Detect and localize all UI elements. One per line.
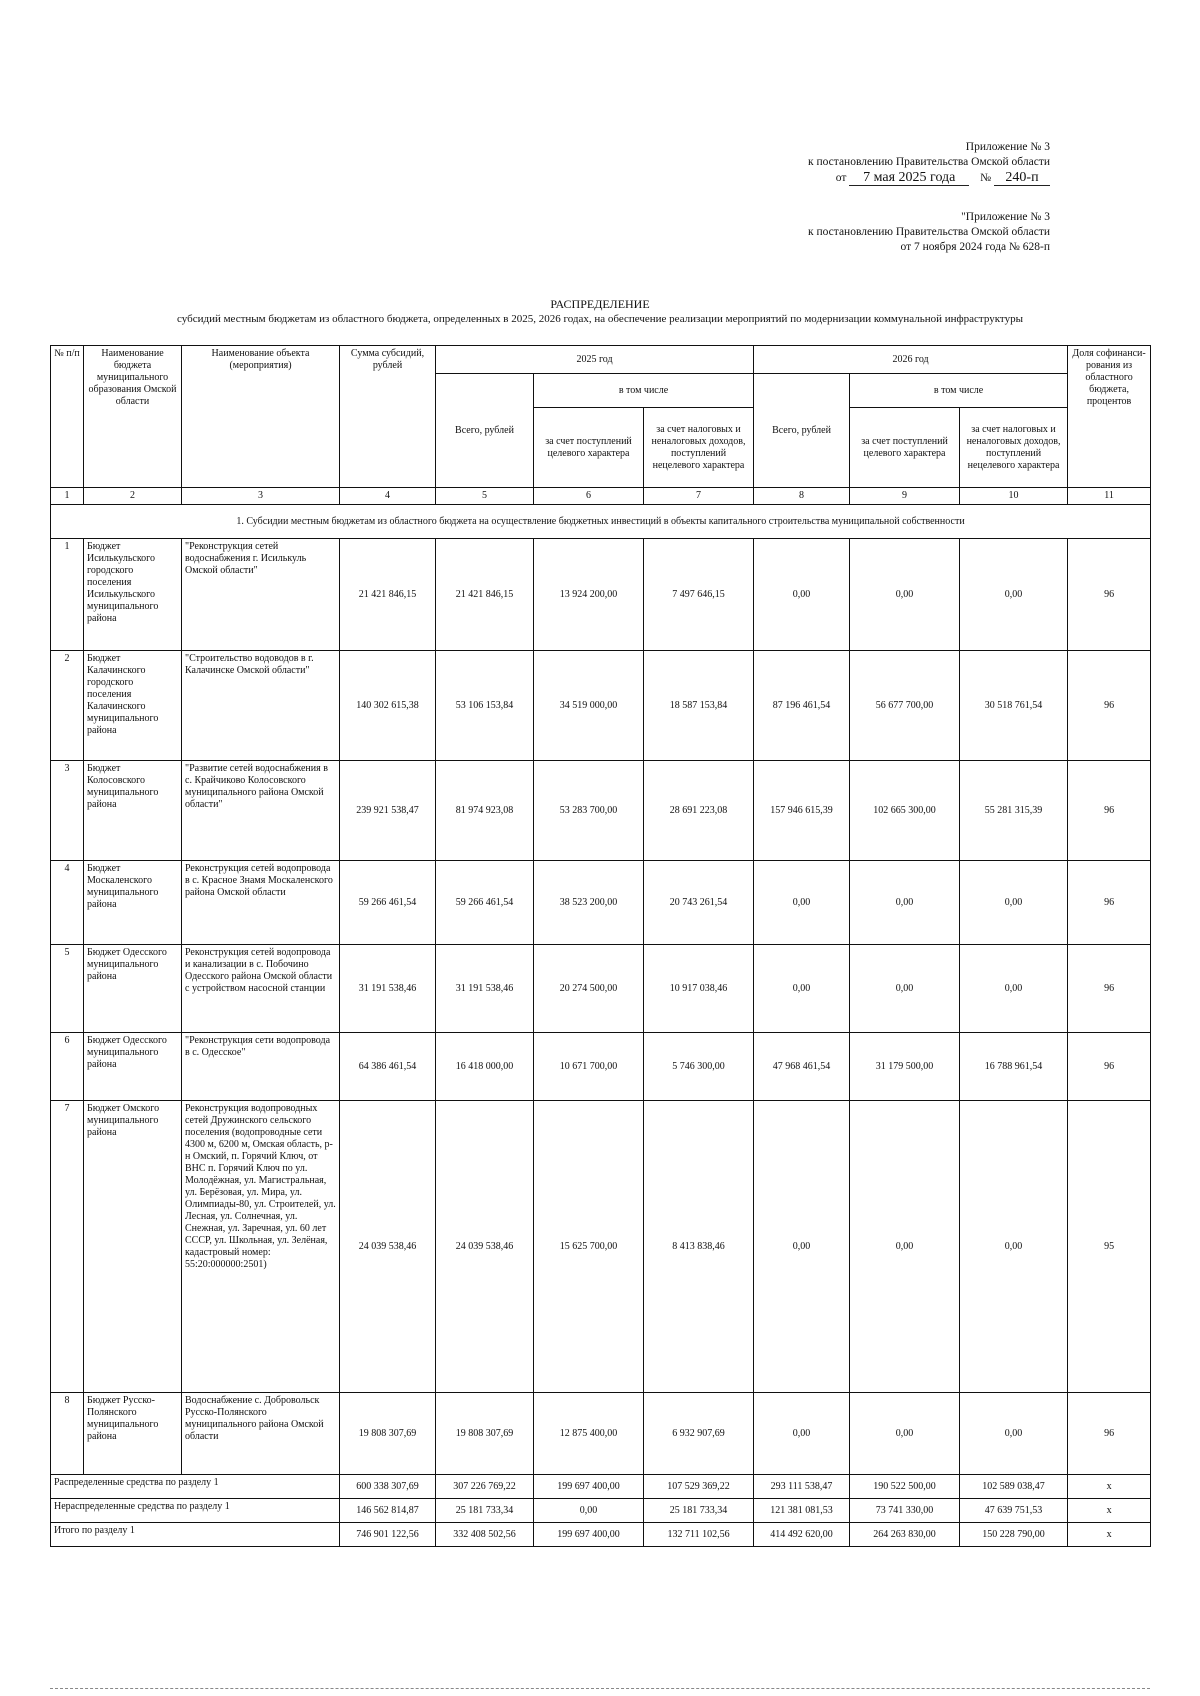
row-share: 95 (1068, 1101, 1151, 1393)
title-heading: РАСПРЕДЕЛЕНИЕ (550, 297, 650, 311)
row-budget: Бюджет Одесского муниципального района (84, 945, 182, 1033)
row-object: Реконструкция водопроводных сетей Дружинского сельского поселения (водопроводные сети 4300 м, 6200 м, Омская область, р-н Омский, п. Горячий Ключ, от ВНС п. Горячий Ключ по ул. Молодёжная, ул. Магистральная, ул. Берёзовая, ул. Мира, ул. Олимпиады-80, ул. Строителей, ул. Лесная, ул. Солнечная, ул. Снежная, ул. Заречная, ул. 60 лет СССР, ул. Школьная, ул. Зелёная, кадастровый номер: 55:20:000000:2501) (182, 1101, 340, 1393)
row-sum: 64 386 461,54 (340, 1033, 436, 1101)
row-tax-2025: 28 691 223,08 (644, 761, 754, 861)
row-tax-2026: 0,00 (960, 1393, 1068, 1475)
row-sum: 239 921 538,47 (340, 761, 436, 861)
col-number: 9 (850, 488, 960, 505)
row-number: 4 (51, 861, 84, 945)
total-2025: 332 408 502,56 (436, 1523, 534, 1547)
table-row (51, 651, 1151, 761)
row-share: 96 (1068, 861, 1151, 945)
row-tax-2025: 18 587 153,84 (644, 651, 754, 761)
row-tax-2025: 5 746 300,00 (644, 1033, 754, 1101)
table-row (51, 1033, 1151, 1101)
row-tax-2026: 16 788 961,54 (960, 1033, 1068, 1101)
totals-label: Распределенные средства по разделу 1 (51, 1475, 340, 1499)
column-numbers-row (51, 488, 1151, 505)
header-tax-2026: за счет налоговых и неналоговых доходов, поступлений нецелевого характера (960, 408, 1068, 488)
totals-row (51, 1499, 1151, 1523)
row-tax-2025: 7 497 646,15 (644, 539, 754, 651)
row-sum: 19 808 307,69 (340, 1393, 436, 1475)
row-target-2025: 13 924 200,00 (534, 539, 644, 651)
row-total-2026: 0,00 (754, 861, 850, 945)
row-total-2025: 24 039 538,46 (436, 1101, 534, 1393)
row-total-2026: 157 946 615,39 (754, 761, 850, 861)
table-row (51, 861, 1151, 945)
total-tax-2025: 107 529 369,22 (644, 1475, 754, 1499)
row-tax-2026: 30 518 761,54 (960, 651, 1068, 761)
col-number: 3 (182, 488, 340, 505)
row-number: 1 (51, 539, 84, 651)
row-number: 5 (51, 945, 84, 1033)
row-total-2025: 53 106 153,84 (436, 651, 534, 761)
total-tax-2026: 102 589 038,47 (960, 1475, 1068, 1499)
total-target-2026: 264 263 830,00 (850, 1523, 960, 1547)
row-target-2026: 31 179 500,00 (850, 1033, 960, 1101)
row-share: 96 (1068, 1393, 1151, 1475)
row-sum: 31 191 538,46 (340, 945, 436, 1033)
totals-row (51, 1523, 1151, 1547)
row-tax-2026: 55 281 315,39 (960, 761, 1068, 861)
appendix-old-title: "Приложение № 3 (961, 211, 1050, 223)
header-budget: Наименование бюджета муниципального образования Омской области (84, 346, 182, 488)
row-number: 3 (51, 761, 84, 861)
col-number: 6 (534, 488, 644, 505)
row-target-2026: 0,00 (850, 945, 960, 1033)
row-number: 6 (51, 1033, 84, 1101)
row-tax-2026: 0,00 (960, 539, 1068, 651)
page-bottom-edge (50, 1688, 1150, 1690)
total-2026: 121 381 081,53 (754, 1499, 850, 1523)
row-tax-2026: 0,00 (960, 861, 1068, 945)
row-budget: Бюджет Колосовского муниципального района (84, 761, 182, 861)
total-rows (51, 1475, 1151, 1547)
row-share: 96 (1068, 539, 1151, 651)
row-total-2026: 0,00 (754, 945, 850, 1033)
table-row (51, 761, 1151, 861)
appendix-title: Приложение № 3 (965, 141, 1050, 153)
appendix-old-date: от 7 ноября 2024 года № 628-п (900, 241, 1050, 253)
header-object: Наименование объекта (мероприятия) (182, 346, 340, 488)
total-sum: 146 562 814,87 (340, 1499, 436, 1523)
header-row-1 (51, 346, 1151, 374)
row-number: 8 (51, 1393, 84, 1475)
row-total-2025: 21 421 846,15 (436, 539, 534, 651)
header-total-2026: Всего, рублей (754, 374, 850, 488)
decree-number: 240-п (994, 170, 1050, 186)
row-tax-2026: 0,00 (960, 945, 1068, 1033)
total-target-2026: 73 741 330,00 (850, 1499, 960, 1523)
row-target-2025: 10 671 700,00 (534, 1033, 644, 1101)
title-subtitle: субсидий местным бюджетам из областного бюджета, определенных в 2025, 2026 годах, на обеспечение реализации мероприятий по модернизации коммунальной инфраструктуры (177, 313, 1023, 325)
header-target-2026: за счет поступлений целевого характера (850, 408, 960, 488)
row-object: Реконструкция сетей водопровода и канализации в с. Побочино Одесского района Омской области с устройством насосной станции (182, 945, 340, 1033)
total-target-2025: 0,00 (534, 1499, 644, 1523)
row-target-2025: 53 283 700,00 (534, 761, 644, 861)
row-budget: Бюджет Омского муниципального района (84, 1101, 182, 1393)
row-share: 96 (1068, 651, 1151, 761)
row-target-2025: 12 875 400,00 (534, 1393, 644, 1475)
header-year-2026: 2026 год (754, 346, 1068, 374)
header-sum: Сумма субсидий, рублей (340, 346, 436, 488)
row-target-2026: 0,00 (850, 1393, 960, 1475)
header-total-2025: Всего, рублей (436, 374, 534, 488)
row-target-2025: 34 519 000,00 (534, 651, 644, 761)
row-target-2025: 38 523 200,00 (534, 861, 644, 945)
row-object: "Реконструкция сети водопровода в с. Одесское" (182, 1033, 340, 1101)
row-tax-2026: 0,00 (960, 1101, 1068, 1393)
total-target-2026: 190 522 500,00 (850, 1475, 960, 1499)
col-number: 8 (754, 488, 850, 505)
total-2025: 25 181 733,34 (436, 1499, 534, 1523)
col-number: 4 (340, 488, 436, 505)
from-label: от (835, 172, 847, 184)
col-number: 10 (960, 488, 1068, 505)
table-row (51, 1393, 1151, 1475)
distribution-table (50, 345, 1151, 1547)
appendix-old-block (808, 210, 1050, 255)
row-number: 7 (51, 1101, 84, 1393)
row-share: 96 (1068, 945, 1151, 1033)
total-2025: 307 226 769,22 (436, 1475, 534, 1499)
number-label: № (980, 172, 992, 184)
col-number: 1 (51, 488, 84, 505)
total-tax-2025: 132 711 102,56 (644, 1523, 754, 1547)
row-object: Водоснабжение с. Добровольск Русско-Полянского муниципального района Омской области (182, 1393, 340, 1475)
row-budget: Бюджет Москаленского муниципального района (84, 861, 182, 945)
header-year-2025: 2025 год (436, 346, 754, 374)
col-number: 11 (1068, 488, 1151, 505)
total-2026: 414 492 620,00 (754, 1523, 850, 1547)
row-number: 2 (51, 651, 84, 761)
total-tax-2026: 47 639 751,53 (960, 1499, 1068, 1523)
col-number: 2 (84, 488, 182, 505)
total-share: x (1068, 1499, 1151, 1523)
table-row (51, 1101, 1151, 1393)
row-tax-2025: 10 917 038,46 (644, 945, 754, 1033)
col-number: 5 (436, 488, 534, 505)
row-share: 96 (1068, 761, 1151, 861)
row-target-2025: 20 274 500,00 (534, 945, 644, 1033)
total-2026: 293 111 538,47 (754, 1475, 850, 1499)
appendix-old-decree: к постановлению Правительства Омской области (808, 226, 1050, 238)
row-sum: 24 039 538,46 (340, 1101, 436, 1393)
header-tax-2025: за счет налоговых и неналоговых доходов, поступлений нецелевого характера (644, 408, 754, 488)
header-incl-2026: в том числе (850, 374, 1068, 408)
header-incl-2025: в том числе (534, 374, 754, 408)
row-target-2026: 102 665 300,00 (850, 761, 960, 861)
row-total-2026: 0,00 (754, 1101, 850, 1393)
total-share: x (1068, 1523, 1151, 1547)
row-total-2025: 81 974 923,08 (436, 761, 534, 861)
header-target-2025: за счет поступлений целевого характера (534, 408, 644, 488)
row-target-2026: 0,00 (850, 861, 960, 945)
row-target-2026: 56 677 700,00 (850, 651, 960, 761)
appendix-decree: к постановлению Правительства Омской области (808, 156, 1050, 168)
document-title (0, 297, 1200, 327)
row-object: Реконструкция сетей водопровода в с. Красное Знамя Москаленского района Омской области (182, 861, 340, 945)
header-num: № п/п (51, 346, 84, 488)
row-budget: Бюджет Одесского муниципального района (84, 1033, 182, 1101)
row-budget: Бюджет Исилькульского городского поселения Исилькульского муниципального района (84, 539, 182, 651)
decree-date: 7 мая 2025 года (849, 170, 969, 186)
table-row (51, 539, 1151, 651)
row-object: "Развитие сетей водоснабжения в с. Крайчиково Колосовского муниципального района Омской области" (182, 761, 340, 861)
row-total-2025: 59 266 461,54 (436, 861, 534, 945)
row-total-2026: 0,00 (754, 1393, 850, 1475)
data-rows (51, 539, 1151, 1475)
appendix-date-line (808, 170, 1050, 186)
row-total-2026: 87 196 461,54 (754, 651, 850, 761)
total-tax-2026: 150 228 790,00 (960, 1523, 1068, 1547)
row-budget: Бюджет Русско-Полянского муниципального района (84, 1393, 182, 1475)
row-target-2025: 15 625 700,00 (534, 1101, 644, 1393)
row-sum: 59 266 461,54 (340, 861, 436, 945)
row-budget: Бюджет Калачинского городского поселения Калачинского муниципального района (84, 651, 182, 761)
row-sum: 21 421 846,15 (340, 539, 436, 651)
row-tax-2025: 20 743 261,54 (644, 861, 754, 945)
row-tax-2025: 8 413 838,46 (644, 1101, 754, 1393)
appendix-block (808, 140, 1050, 186)
row-total-2025: 16 418 000,00 (436, 1033, 534, 1101)
total-target-2025: 199 697 400,00 (534, 1475, 644, 1499)
row-share: 96 (1068, 1033, 1151, 1101)
row-total-2026: 47 968 461,54 (754, 1033, 850, 1101)
header-share: Доля софинанси-рования из областного бюджета, процентов (1068, 346, 1151, 488)
total-sum: 746 901 122,56 (340, 1523, 436, 1547)
row-object: "Строительство водоводов в г. Калачинске Омской области" (182, 651, 340, 761)
col-number: 7 (644, 488, 754, 505)
row-sum: 140 302 615,38 (340, 651, 436, 761)
row-target-2026: 0,00 (850, 1101, 960, 1393)
total-sum: 600 338 307,69 (340, 1475, 436, 1499)
row-object: "Реконструкция сетей водоснабжения г. Исилькуль Омской области" (182, 539, 340, 651)
row-total-2025: 19 808 307,69 (436, 1393, 534, 1475)
total-share: x (1068, 1475, 1151, 1499)
totals-label: Нераспределенные средства по разделу 1 (51, 1499, 340, 1523)
table-row (51, 945, 1151, 1033)
section-title: 1. Субсидии местным бюджетам из областного бюджета на осуществление бюджетных инвестиций в объекты капитального строительства муниципальной собственности (51, 505, 1151, 539)
totals-row (51, 1475, 1151, 1499)
total-tax-2025: 25 181 733,34 (644, 1499, 754, 1523)
row-target-2026: 0,00 (850, 539, 960, 651)
section-row (51, 505, 1151, 539)
row-total-2025: 31 191 538,46 (436, 945, 534, 1033)
row-tax-2025: 6 932 907,69 (644, 1393, 754, 1475)
row-total-2026: 0,00 (754, 539, 850, 651)
totals-label: Итого по разделу 1 (51, 1523, 340, 1547)
total-target-2025: 199 697 400,00 (534, 1523, 644, 1547)
